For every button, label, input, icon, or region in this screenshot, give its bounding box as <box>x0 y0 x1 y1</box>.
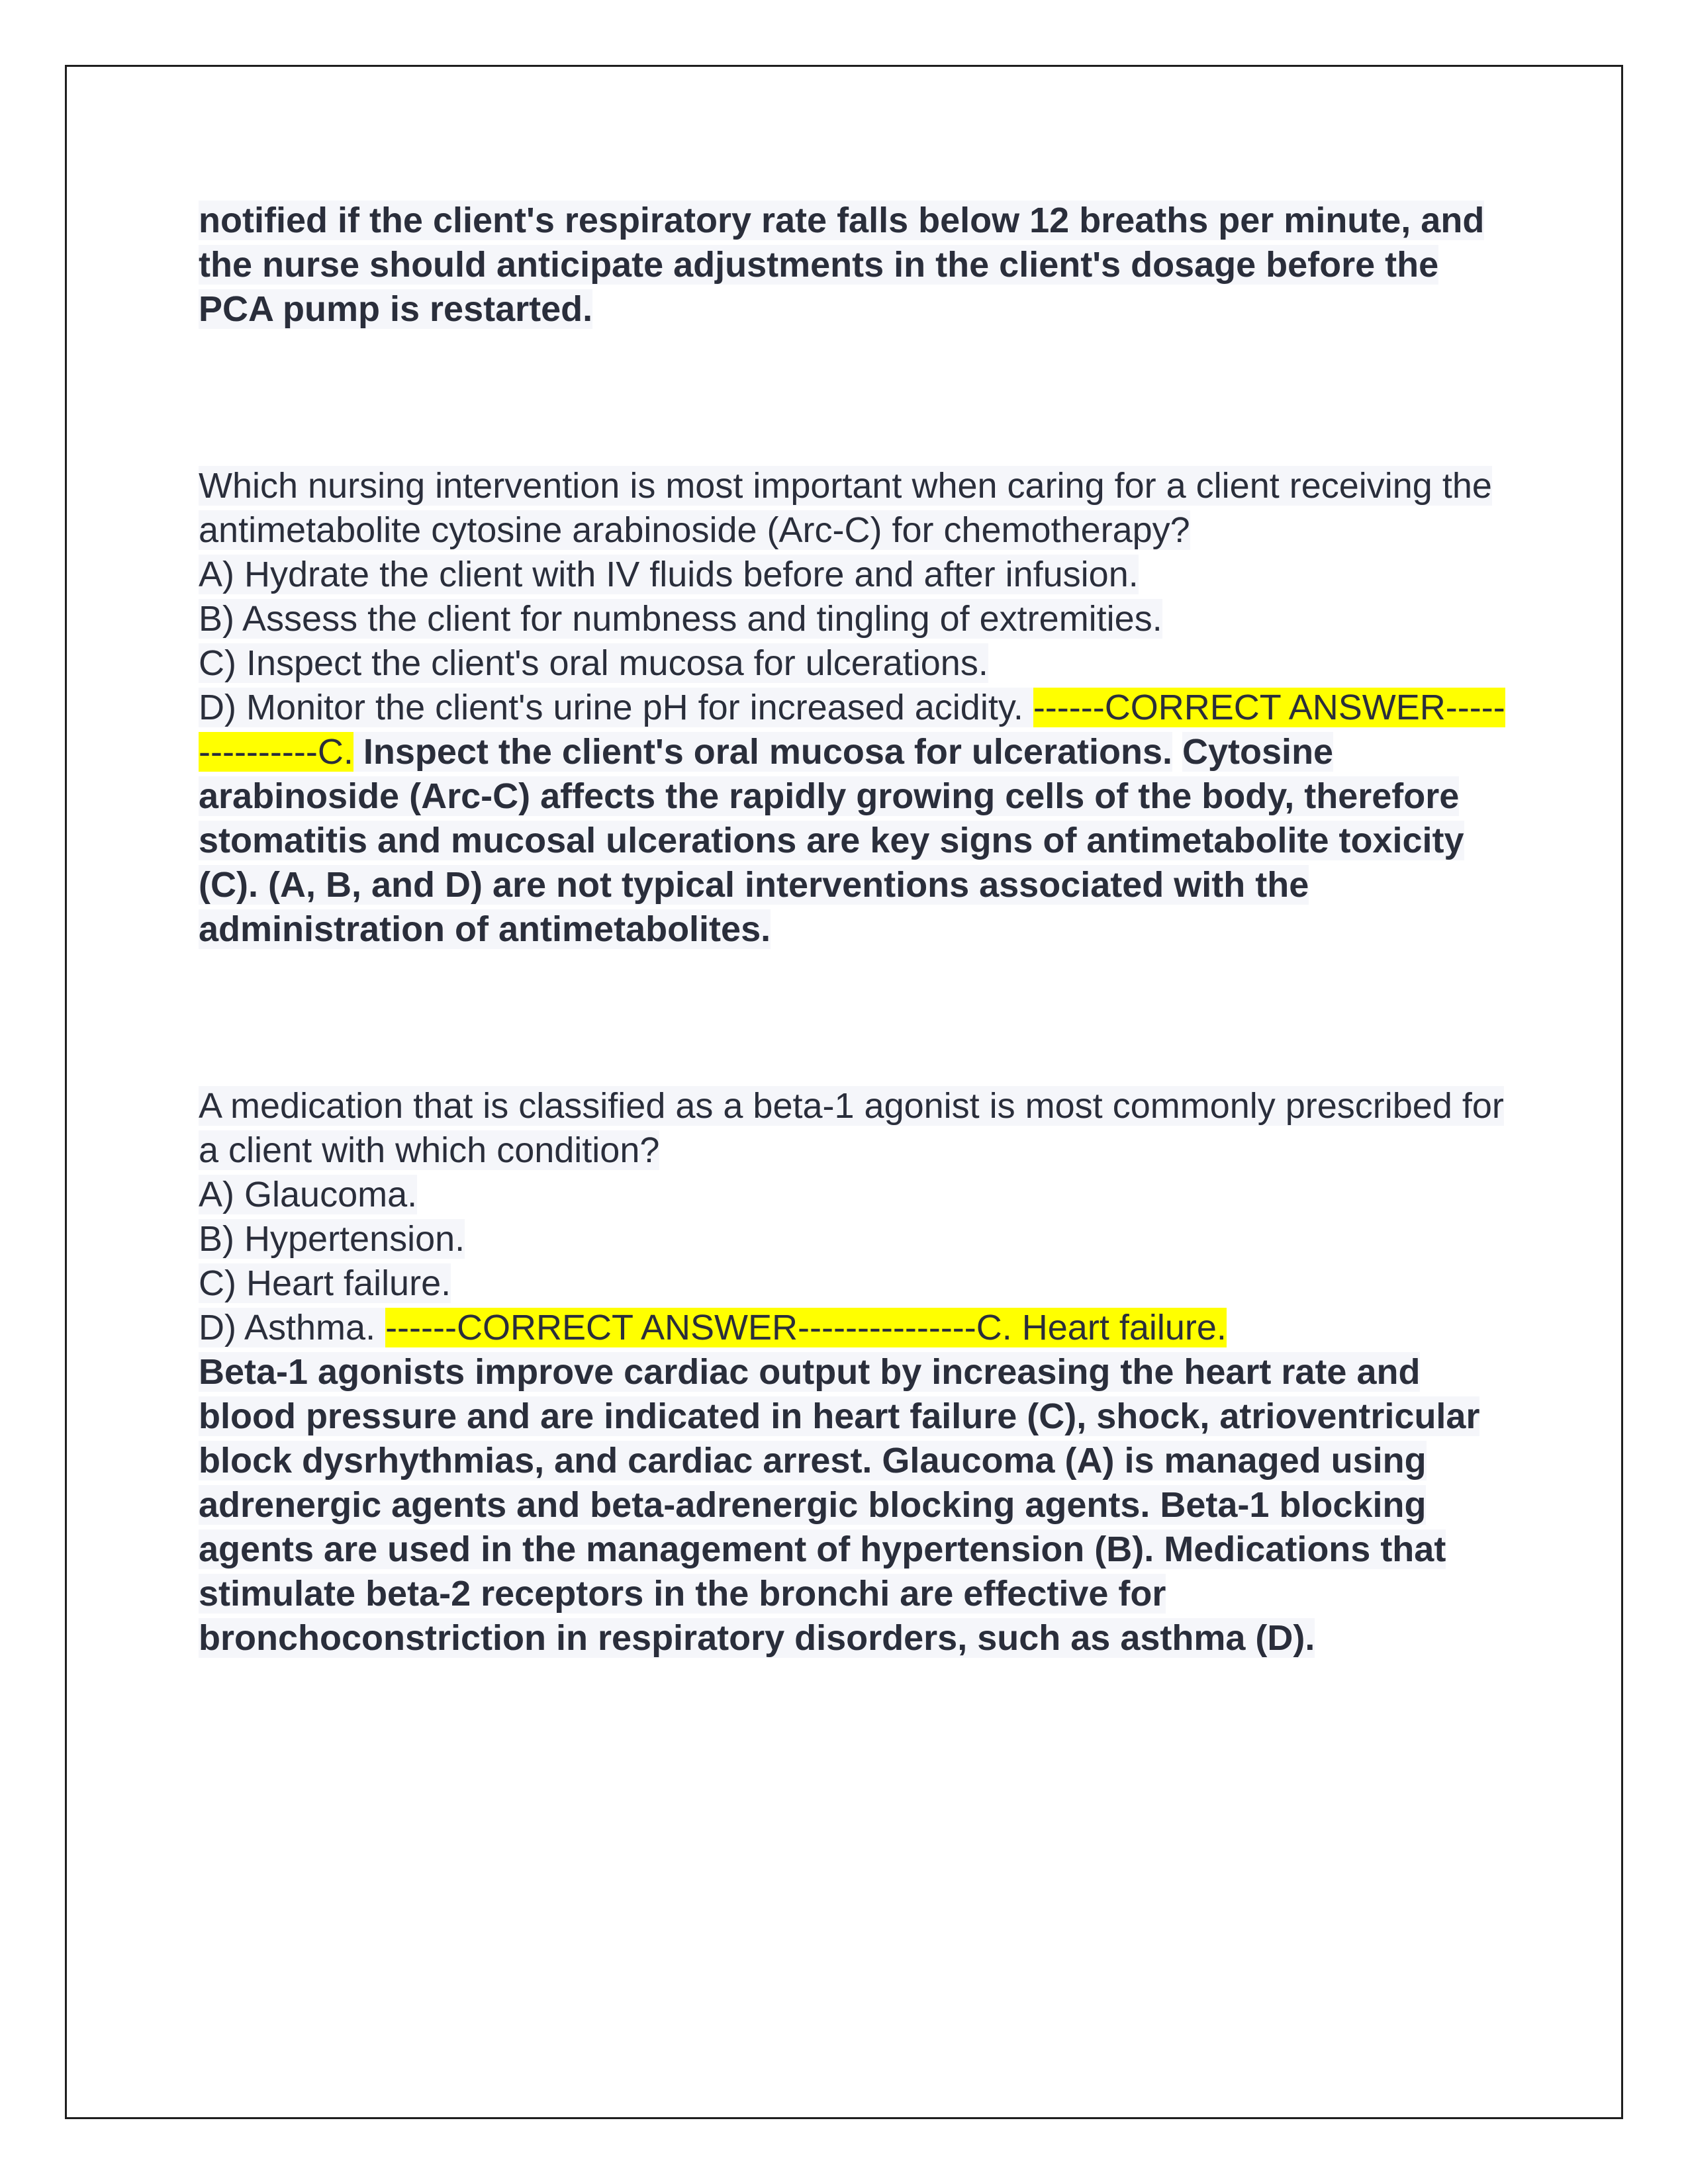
question-2-stem: A medication that is classified as a beta-1 agonist is most commonly prescribed for a client with which condition? <box>199 1086 1504 1170</box>
intro-rationale <box>199 199 1516 332</box>
question-1-answer-text: Inspect the client's oral mucosa for ulcerations. <box>353 732 1173 772</box>
question-2-rationale: Beta-1 agonists improve cardiac output by increasing the heart rate and blood pressure and are indicated in heart failure (C), shock, atrioventricular block dysrhythmias, and cardiac arrest. Glaucoma (A) is managed using adrenergic agents and beta-adrenergic blocking agents. Beta-1 blocking agents are used in the management of hypertension (B). Medications that stimulate beta-2 receptors in the bronchi are effective for bronchoconstriction in respiratory disorders, such as asthma (D). <box>199 1352 1480 1658</box>
question-1 <box>199 464 1516 952</box>
question-1-answer-marker: ------CORRECT ANSWER---------------C. <box>199 688 1505 772</box>
question-2-option-c: C) Heart failure. <box>199 1263 451 1303</box>
spacer <box>199 332 1516 464</box>
intro-text: notified if the client's respiratory rate falls below 12 breaths per minute, and the nurse should anticipate adjustments in the client's dosage before the PCA pump is restarted. <box>199 201 1485 329</box>
question-2-option-d: D) Asthma. ------CORRECT ANSWER---------------C. Heart failure. <box>199 1308 1227 1347</box>
question-1-rationale: Cytosine arabinoside (Arc-C) affects the rapidly growing cells of the body, therefore stomatitis and mucosal ulcerations are key signs of antimetabolite toxicity (C). (A, B, and D) are not typical interventions associated with the administration of antimetabolites. <box>199 732 1464 949</box>
question-1-option-b: B) Assess the client for numbness and tingling of extremities. <box>199 599 1162 639</box>
question-2-answer-marker: ------CORRECT ANSWER---------------C. Heart failure. <box>385 1308 1227 1347</box>
question-1-stem: Which nursing intervention is most important when caring for a client receiving the antimetabolite cytosine arabinoside (Arc-C) for chemotherapy? <box>199 466 1492 550</box>
question-2-option-b: B) Hypertension. <box>199 1219 465 1259</box>
question-2 <box>199 1084 1516 1661</box>
question-1-option-c: C) Inspect the client's oral mucosa for ulcerations. <box>199 643 988 683</box>
question-1-option-d: D) Monitor the client's urine pH for increased acidity. ------CORRECT ANSWER---------------C. Inspect the client's oral mucosa for ulcerations. Cytosine arabinoside (Arc-C) affects the rapidly growing cells of the body, therefore stomatitis and mucosal ulcerations are key signs of antimetabolite toxicity (C). (A, B, and D) are not typical interventions associated with the administration of antimetabolites. <box>199 688 1505 949</box>
spacer <box>199 952 1516 1084</box>
question-1-option-a: A) Hydrate the client with IV fluids before and after infusion. <box>199 555 1139 594</box>
document-body <box>199 199 1516 1661</box>
question-2-option-a: A) Glaucoma. <box>199 1175 418 1214</box>
